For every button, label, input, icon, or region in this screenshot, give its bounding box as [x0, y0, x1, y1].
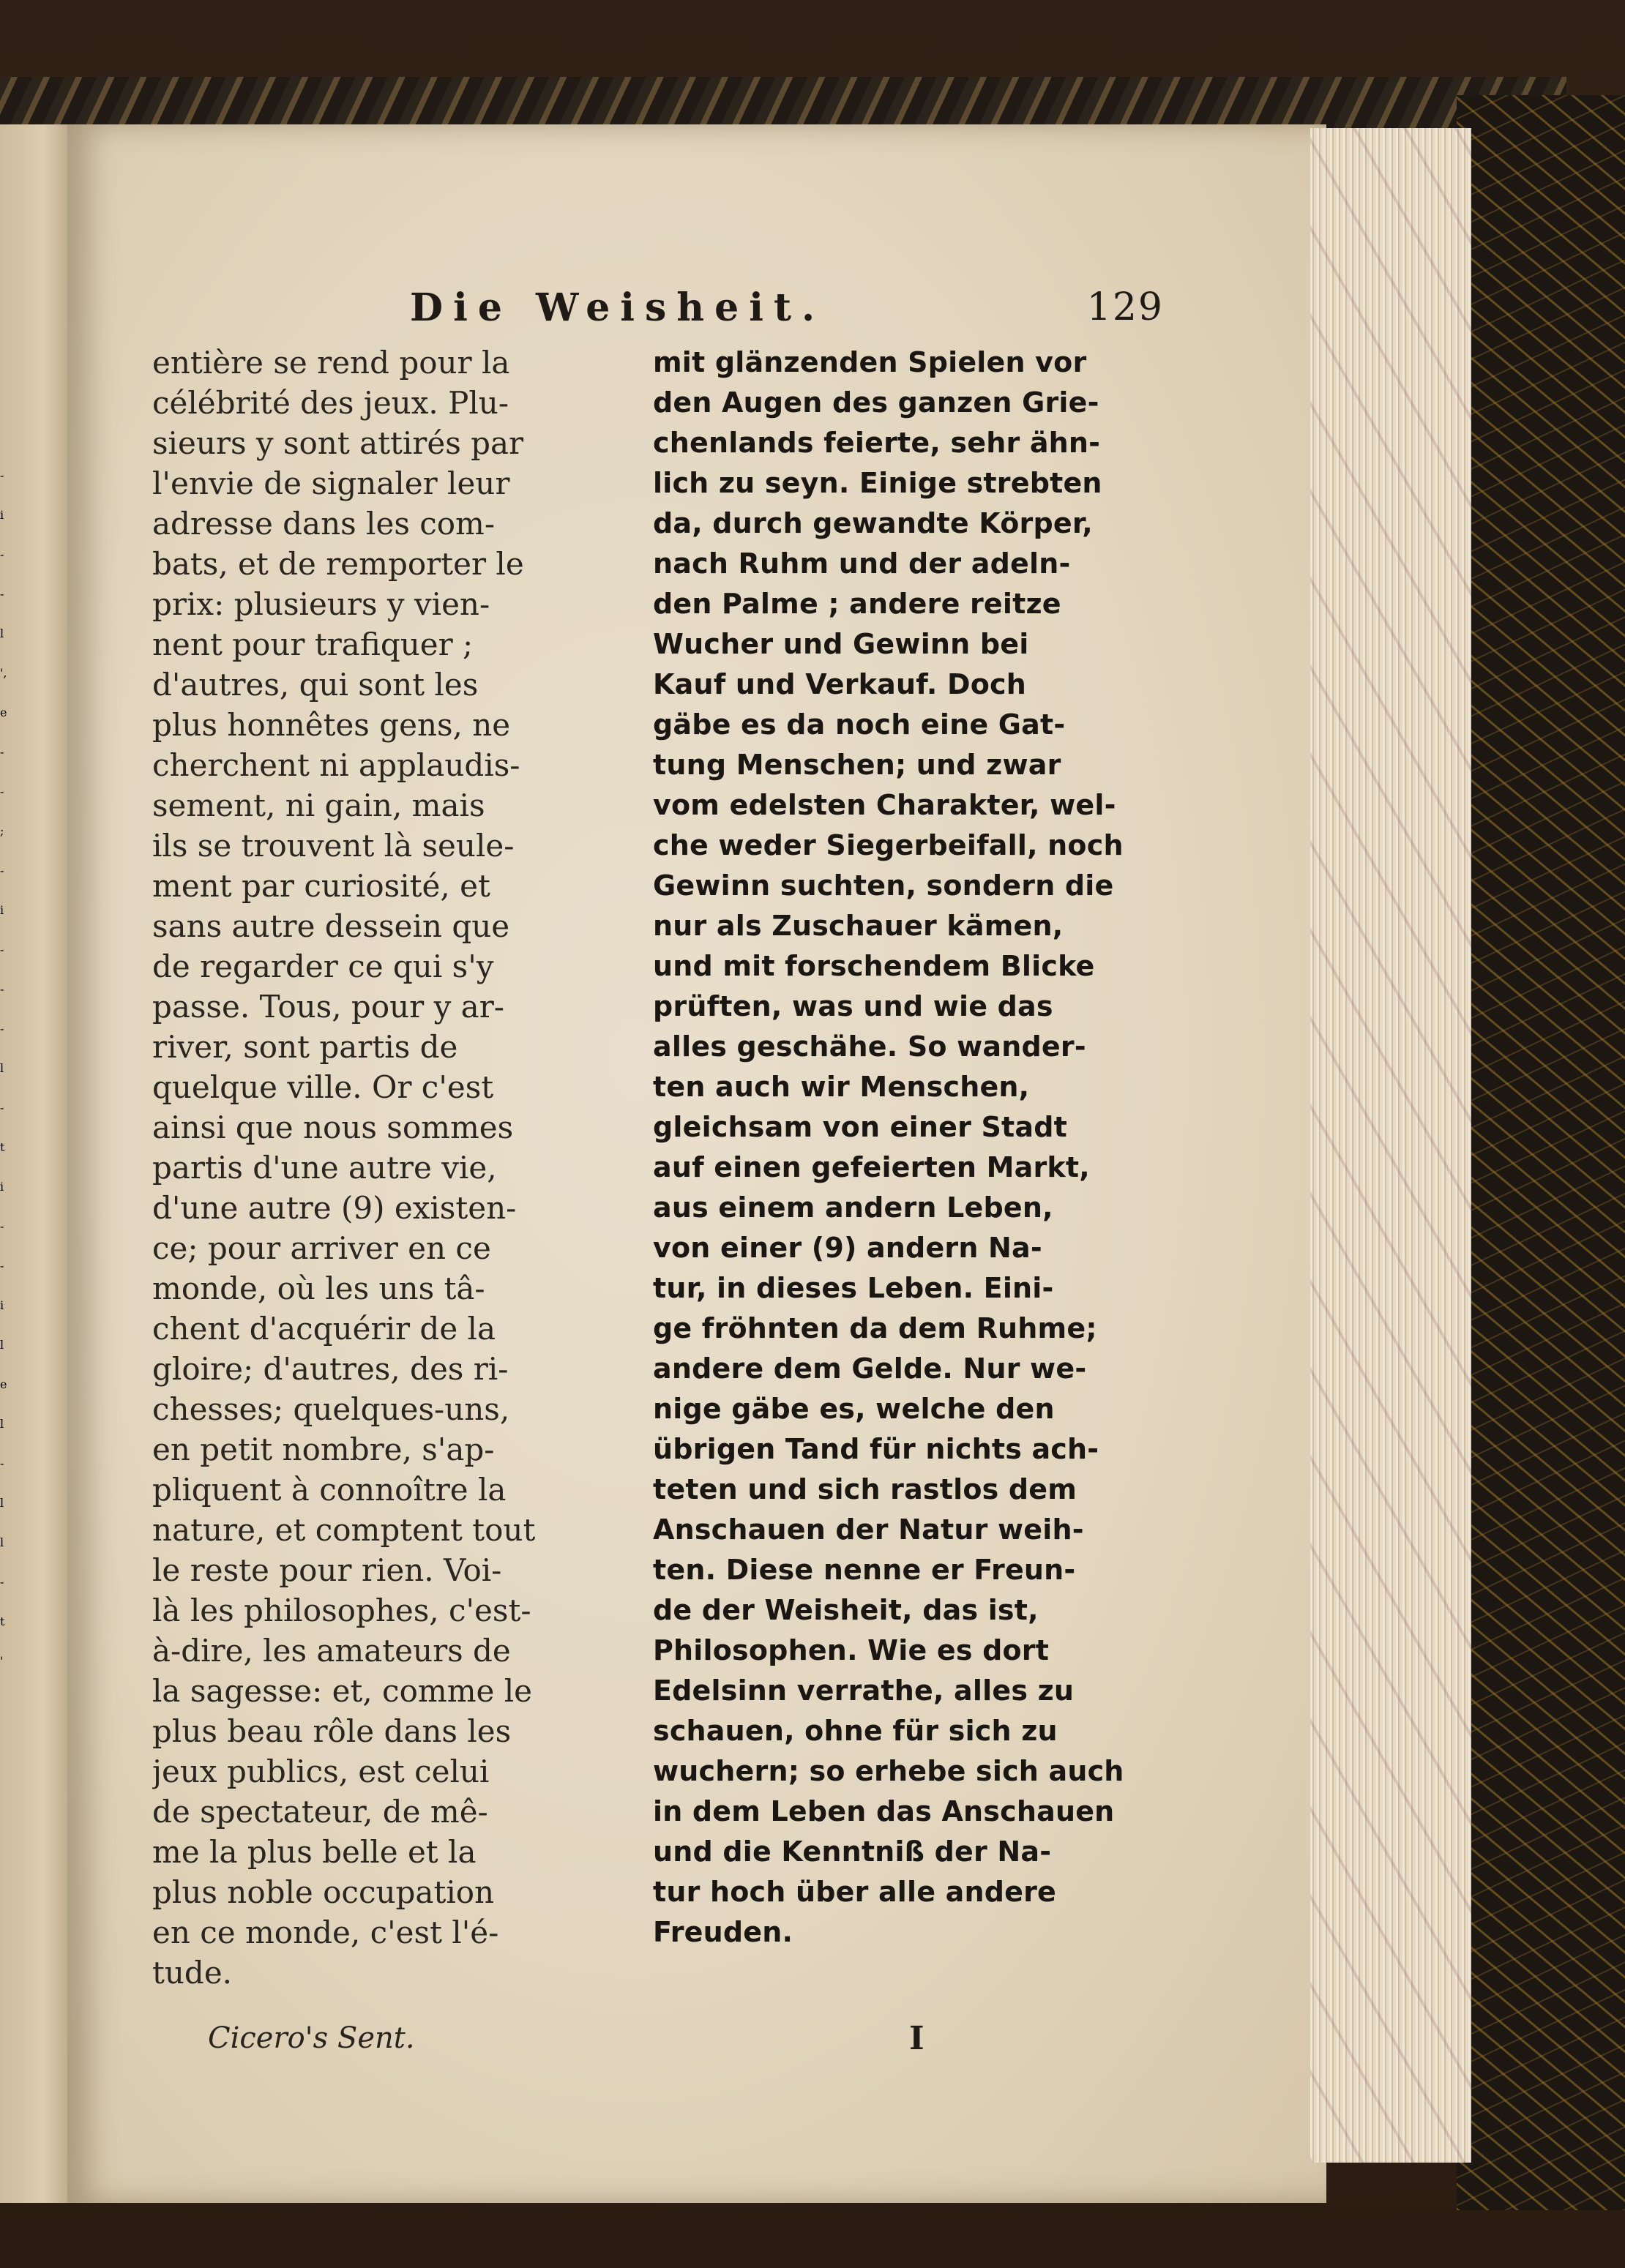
signature-line: Cicero's Sent. [208, 2021, 415, 2055]
french-text-line: ils se trouvent là seule- [152, 828, 515, 864]
german-text-line: schauen, ohne für sich zu [653, 1715, 1058, 1747]
german-text-line: übrigen Tand für nichts ach- [653, 1433, 1099, 1465]
german-text-line: auf einen gefeierten Markt, [653, 1151, 1090, 1183]
german-text-line: Gewinn suchten, sondern die [653, 869, 1114, 902]
facing-page-mark: i [0, 1180, 4, 1194]
german-text-line: lich zu seyn. Einige strebten [653, 467, 1102, 499]
german-text-line: und mit forschendem Blicke [653, 950, 1095, 982]
page-number: 129 [1086, 285, 1164, 329]
german-text-line: ten. Diese nenne er Freun- [653, 1554, 1076, 1586]
facing-page-mark: i [0, 1298, 4, 1312]
german-text-line: teten und sich rastlos dem [653, 1473, 1077, 1505]
german-text-line: tur, in dieses Leben. Eini- [653, 1272, 1054, 1304]
french-text-line: en petit nombre, s'ap- [152, 1431, 495, 1467]
german-text-line: da, durch gewandte Körper, [653, 507, 1093, 539]
french-text-line: quelque ville. Or c'est [152, 1069, 494, 1105]
german-text-line: de der Weisheit, das ist, [653, 1594, 1039, 1626]
facing-page-marks [0, 468, 29, 1693]
german-text-line: von einer (9) andern Na- [653, 1232, 1042, 1264]
facing-page-mark: - [0, 982, 4, 996]
facing-page-mark: - [0, 547, 4, 561]
german-text-line: wuchern; so erhebe sich auch [653, 1755, 1124, 1787]
french-text-line: adresse dans les com- [152, 506, 496, 542]
german-text-line: andere dem Gelde. Nur we- [653, 1352, 1087, 1385]
german-text-line: Wucher und Gewinn bei [653, 628, 1029, 660]
facing-page-mark: t [0, 1140, 5, 1154]
facing-page-mark: - [0, 1101, 4, 1115]
facing-page-mark: l [0, 1338, 4, 1352]
german-text-line: Anschauen der Natur weih- [653, 1513, 1084, 1546]
french-text-line: tude. [152, 1955, 233, 1991]
german-text-line: tung Menschen; und zwar [653, 749, 1061, 781]
french-text-line: jeux publics, est celui [152, 1754, 490, 1789]
facing-page-mark: l [0, 1061, 4, 1075]
french-text-line: à-dire, les amateurs de [152, 1633, 511, 1669]
french-text-line: plus noble occupation [152, 1874, 495, 1910]
french-text-line: la sagesse: et, comme le [152, 1673, 533, 1709]
facing-page-mark: ; [0, 824, 4, 838]
french-text-line: bats, et de remporter le [152, 546, 524, 582]
french-text-line: cherchent ni applaudis- [152, 747, 520, 783]
german-text-line: nur als Zuschauer kämen, [653, 910, 1064, 942]
french-text-line: célébrité des jeux. Plu- [152, 385, 509, 421]
french-text-line: ce; pour arriver en ce [152, 1230, 491, 1266]
facing-page-mark: e [0, 1377, 7, 1391]
german-text-line: Philosophen. Wie es dort [653, 1634, 1050, 1666]
facing-page-mark: i [0, 903, 4, 917]
german-text-line: mit glänzenden Spielen vor [653, 346, 1087, 378]
french-text-line: pliquent à connoître la [152, 1472, 507, 1508]
facing-page-mark: - [0, 864, 4, 877]
french-text-line: plus beau rôle dans les [152, 1713, 512, 1749]
facing-page-mark: i [0, 508, 4, 522]
german-text-line: nach Ruhm und der adeln- [653, 547, 1071, 580]
page-fore-edge [1310, 128, 1471, 2163]
facing-page-mark: - [0, 1219, 4, 1233]
french-text-line: le reste pour rien. Voi- [152, 1552, 502, 1588]
german-text-line: Kauf und Verkauf. Doch [653, 668, 1026, 700]
german-text-line: aus einem andern Leben, [653, 1191, 1053, 1224]
german-text-line: tur hoch über alle andere [653, 1876, 1057, 1908]
french-text-line: passe. Tous, pour y ar- [152, 989, 504, 1025]
facing-page-mark: l [0, 1535, 4, 1549]
german-text-line: den Palme ; andere reitze [653, 588, 1061, 620]
french-text-line: chesses; quelques-uns, [152, 1391, 510, 1427]
signature-mark: I [909, 2020, 924, 2057]
facing-page-mark: - [0, 1575, 4, 1589]
marbled-cover [1457, 95, 1625, 2210]
facing-page-mark: - [0, 745, 4, 759]
german-text-line: che weder Siegerbeifall, noch [653, 829, 1124, 861]
german-text-line: ge fröhnten da dem Ruhme; [653, 1312, 1097, 1344]
facing-page-mark: ' [0, 1654, 4, 1668]
facing-page-mark: - [0, 943, 4, 957]
facing-page-mark: - [0, 1022, 4, 1036]
facing-page-mark: - [0, 1259, 4, 1273]
french-text-line: sans autre dessein que [152, 908, 510, 944]
facing-page-mark: l [0, 626, 4, 640]
french-text-line: sieurs y sont attirés par [152, 425, 524, 461]
facing-page-mark: e [0, 706, 7, 719]
french-text-line: entière se rend pour la [152, 345, 510, 381]
facing-page-mark: - [0, 468, 4, 482]
running-title: Die Weisheit. [410, 285, 826, 330]
french-text-line: de spectateur, de mê- [152, 1794, 488, 1830]
french-text-line: chent d'acquérir de la [152, 1311, 496, 1347]
french-text-line: plus honnêtes gens, ne [152, 707, 511, 743]
german-text-line: ten auch wir Menschen, [653, 1071, 1030, 1103]
french-text-line: gloire; d'autres, des ri- [152, 1351, 509, 1387]
german-text-line: prüften, was und wie das [653, 990, 1053, 1022]
french-text-line: sement, ni gain, mais [152, 787, 485, 823]
german-text-line: vom edelsten Charakter, wel- [653, 789, 1116, 821]
german-text-line: den Augen des ganzen Grie- [653, 386, 1099, 419]
running-header [410, 285, 1164, 337]
facing-page-mark: - [0, 785, 4, 798]
french-text-line: l'envie de signaler leur [152, 465, 510, 501]
facing-page-mark: l [0, 1496, 4, 1510]
facing-page-edge [0, 124, 73, 2203]
french-text-line: d'une autre (9) existen- [152, 1190, 517, 1226]
french-text-line: d'autres, qui sont les [152, 667, 479, 703]
german-text-line: nige gäbe es, welche den [653, 1393, 1055, 1425]
french-text-line: nature, et comptent tout [152, 1512, 536, 1548]
french-text-line: prix: plusieurs y vien- [152, 586, 490, 622]
french-text-column [152, 343, 621, 1993]
french-text-line: river, sont partis de [152, 1029, 458, 1065]
german-text-line: gäbe es da noch eine Gat- [653, 708, 1066, 741]
french-text-line: là les philosophes, c'est- [152, 1593, 531, 1628]
german-text-line: in dem Leben das Anschauen [653, 1795, 1115, 1827]
facing-page-mark: - [0, 1456, 4, 1470]
facing-page-mark: ', [0, 666, 7, 680]
french-text-line: partis d'une autre vie, [152, 1150, 497, 1186]
german-text-line: Edelsinn verrathe, alles zu [653, 1674, 1075, 1707]
french-text-line: ment par curiosité, et [152, 868, 490, 904]
french-text-line: me la plus belle et la [152, 1834, 477, 1870]
german-text-column [653, 343, 1136, 1953]
german-text-line: gleichsam von einer Stadt [653, 1111, 1067, 1143]
german-text-line: chenlands feierte, sehr ähn- [653, 427, 1101, 459]
facing-page-mark: t [0, 1614, 5, 1628]
facing-page-mark: l [0, 1417, 4, 1431]
facing-page-mark: - [0, 587, 4, 601]
french-text-line: nent pour trafiquer ; [152, 626, 474, 662]
french-text-line: ainsi que nous sommes [152, 1109, 514, 1145]
german-text-line: Freuden. [653, 1916, 793, 1948]
french-text-line: monde, où les uns tâ- [152, 1270, 485, 1306]
german-text-line: und die Kenntniß der Na- [653, 1835, 1052, 1868]
french-text-line: de regarder ce qui s'y [152, 948, 494, 984]
french-text-line: en ce monde, c'est l'é- [152, 1915, 499, 1950]
german-text-line: alles geschähe. So wander- [653, 1030, 1086, 1063]
